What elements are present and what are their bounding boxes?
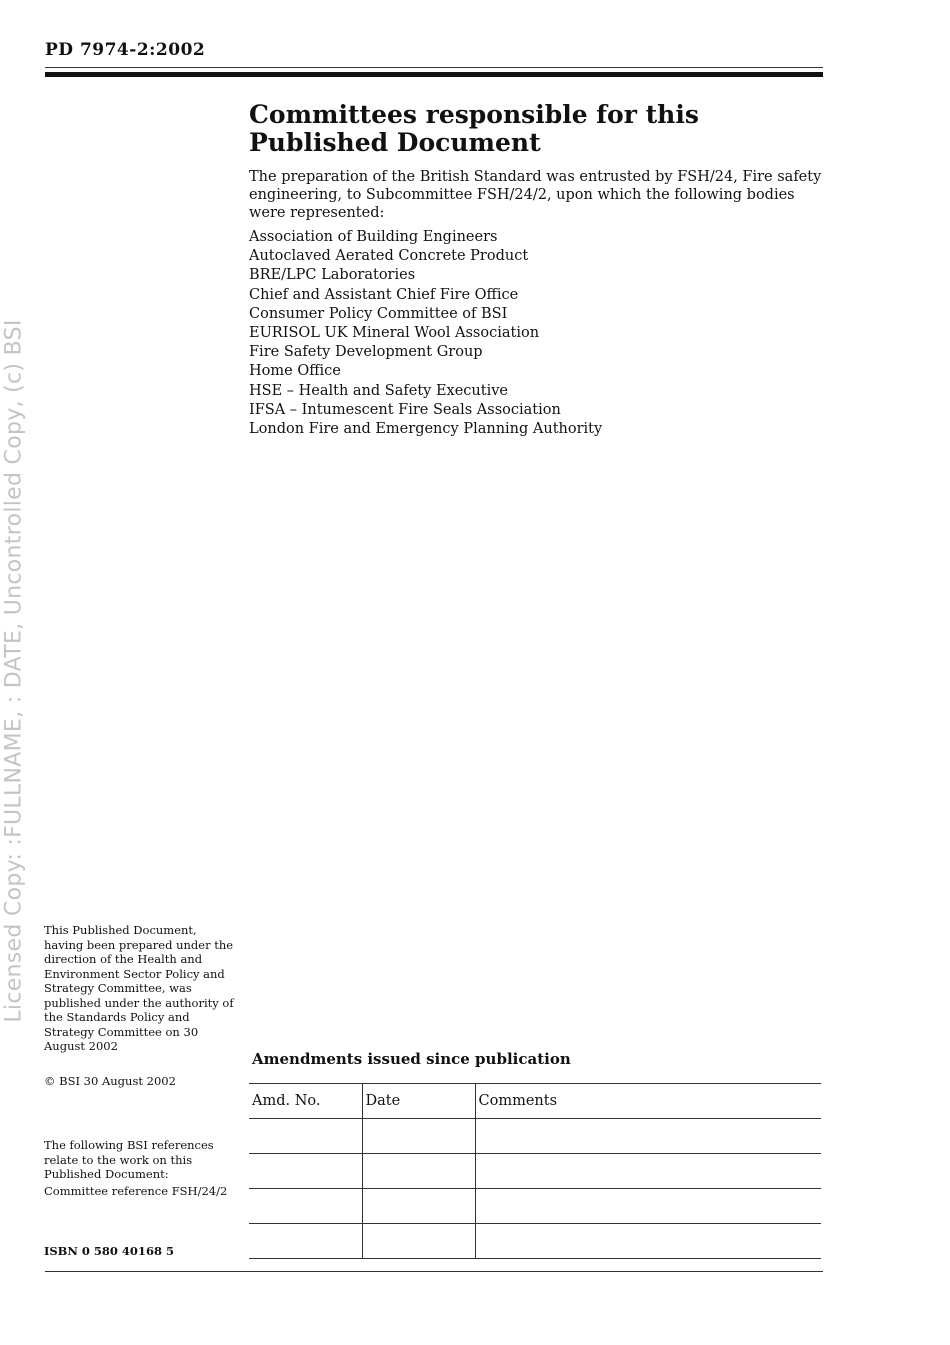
table-row xyxy=(249,1224,821,1259)
list-item: London Fire and Emergency Planning Authority xyxy=(249,421,603,438)
list-item: Association of Building Engineers xyxy=(249,229,498,245)
table-cell xyxy=(475,1224,821,1259)
column-header-amd-no: Amd. No. xyxy=(249,1084,362,1119)
column-header-date: Date xyxy=(362,1084,475,1119)
table-cell xyxy=(362,1154,475,1189)
table-row xyxy=(249,1119,821,1154)
table-cell xyxy=(362,1189,475,1224)
list-item: Fire Safety Development Group xyxy=(249,344,483,361)
title-line-2: Published Document xyxy=(249,128,541,157)
amendments-heading: Amendments issued since publication xyxy=(252,1050,571,1068)
list-item: Home Office xyxy=(249,363,341,380)
list-item: Consumer Policy Committee of BSI xyxy=(249,305,508,322)
amendments-table xyxy=(249,1083,821,1259)
table-cell xyxy=(249,1189,362,1224)
intro-paragraph: The preparation of the British Standard was entrusted by FSH/24, Fire safety engineering, to Subcommittee FSH/24/2, upon which the following bodies were represented: xyxy=(249,169,822,221)
table-cell xyxy=(362,1224,475,1259)
table-cell xyxy=(475,1154,821,1189)
document-code: PD 7974-2:2002 xyxy=(45,40,206,60)
table-cell xyxy=(249,1154,362,1189)
list-item: HSE – Health and Safety Executive xyxy=(249,382,508,399)
table-cell xyxy=(475,1189,821,1224)
header-rule-thin xyxy=(45,67,823,68)
list-item: BRE/LPC Laboratories xyxy=(249,267,416,284)
committee-reference: Committee reference FSH/24/2 xyxy=(44,1184,228,1198)
represented-bodies-list xyxy=(249,228,809,439)
watermark xyxy=(0,0,27,1023)
header-rule-thick xyxy=(45,72,823,77)
table-row xyxy=(249,1189,821,1224)
page-title xyxy=(249,101,819,157)
table-cell xyxy=(249,1224,362,1259)
table-row xyxy=(249,1154,821,1189)
list-item: IFSA – Intumescent Fire Seals Association xyxy=(249,401,561,418)
publication-note: This Published Document, having been prepared under the direction of the Health and Environment Sector Policy and Strategy Committee, was published under the authority of the Standards Policy and Strategy Committee on 30 August 2002 xyxy=(44,923,234,1053)
footer-rule xyxy=(45,1271,823,1272)
table-cell xyxy=(475,1119,821,1154)
isbn: ISBN 0 580 40168 5 xyxy=(44,1244,174,1258)
table-header-row xyxy=(249,1084,821,1119)
references-note: The following BSI references relate to the work on this Published Document: xyxy=(44,1138,214,1181)
copyright-note: © BSI 30 August 2002 xyxy=(44,1074,176,1088)
table-cell xyxy=(249,1119,362,1154)
table-cell xyxy=(362,1119,475,1154)
column-header-comments: Comments xyxy=(475,1084,821,1119)
list-item: EURISOL UK Mineral Wool Association xyxy=(249,325,540,342)
watermark-text: Licensed Copy: :FULLNAME, : DATE, Uncontrolled Copy, (c) BSI xyxy=(1,319,27,1023)
list-item: Autoclaved Aerated Concrete Product xyxy=(249,248,529,265)
list-item: Chief and Assistant Chief Fire Office xyxy=(249,286,519,303)
title-line-1: Committees responsible for this xyxy=(249,100,699,129)
